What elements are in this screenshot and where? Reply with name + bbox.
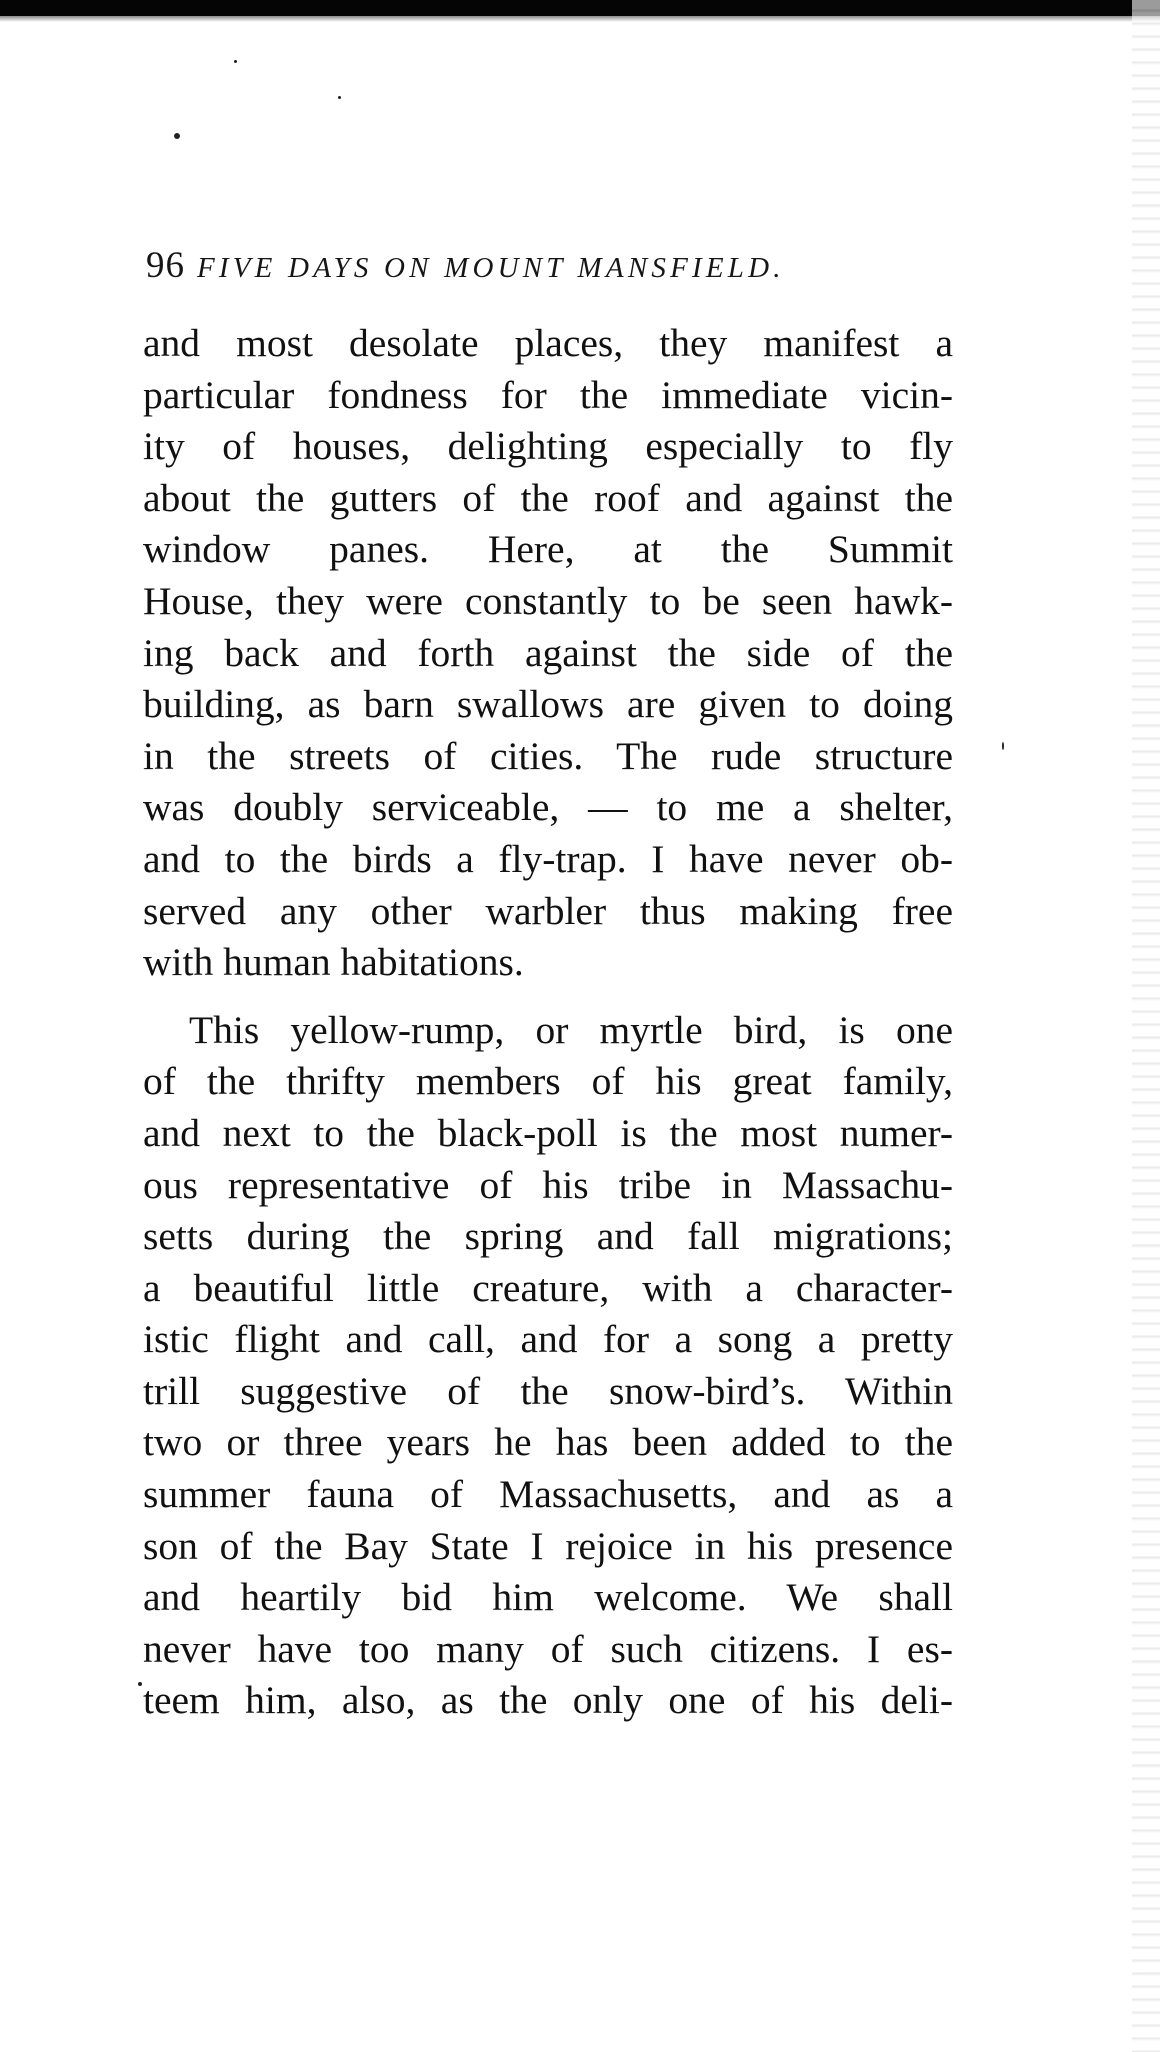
scan-top-edge <box>0 0 1160 16</box>
text-line: summer fauna of Massachusetts, and as a <box>143 1472 953 1517</box>
text-line: House, they were constantly to be seen hawk- <box>143 578 953 623</box>
paragraph <box>143 318 953 989</box>
text-line: and to the birds a fly-trap. I have never ob- <box>143 836 953 881</box>
paragraph-gap <box>143 989 953 1005</box>
text-line: in the streets of cities. The rude structure <box>143 733 953 778</box>
text-line: building, as barn swallows are given to doing <box>143 682 953 727</box>
text-line: istic flight and call, and for a song a pretty <box>143 1317 953 1362</box>
dust-speck <box>234 60 237 63</box>
dust-speck <box>174 133 180 139</box>
text-line: trill suggestive of the snow-bird’s. Within <box>143 1368 953 1413</box>
text-line: of the thrifty members of his great family, <box>143 1059 953 1104</box>
running-title: FIVE DAYS ON MOUNT MANSFIELD. <box>197 252 785 284</box>
text-line: setts during the spring and fall migrations; <box>143 1214 953 1259</box>
text-line: particular fondness for the immediate vicin- <box>143 372 953 417</box>
text-line: was doubly serviceable, — to me a shelter, <box>143 785 953 830</box>
dust-speck <box>138 1682 142 1686</box>
text-line: with human habitations. <box>143 940 524 985</box>
text-line: and most desolate places, they manifest a <box>143 321 953 365</box>
body-text <box>143 318 953 1727</box>
text-line: window panes. Here, at the Summit <box>143 527 953 572</box>
text-line: a beautiful little creature, with a character- <box>143 1265 953 1310</box>
running-header <box>146 244 946 294</box>
paragraph <box>143 1005 953 1727</box>
scan-right-edge <box>1132 0 1160 2052</box>
text-line: and heartily bid him welcome. We shall <box>143 1575 953 1620</box>
text-line: two or three years he has been added to the <box>143 1420 953 1465</box>
text-line: never have too many of such citizens. I es- <box>143 1626 953 1671</box>
text-line: son of the Bay State I rejoice in his presence <box>143 1523 953 1568</box>
text-line: served any other warbler thus making free <box>143 888 953 933</box>
text-line: teem him, also, as the only one of his deli- <box>143 1678 953 1723</box>
text-line: about the gutters of the roof and against the <box>143 475 953 520</box>
text-line: ous representative of his tribe in Massachu- <box>143 1162 953 1207</box>
scan-top-shadow <box>0 16 1160 22</box>
dust-speck <box>1002 742 1004 750</box>
dust-speck <box>338 96 341 99</box>
page-number: 96 <box>146 245 185 286</box>
text-line: ing back and forth against the side of the <box>143 630 953 675</box>
text-line: This yellow-rump, or myrtle bird, is one <box>189 1007 953 1052</box>
text-line: ity of houses, delighting especially to fly <box>143 424 953 469</box>
text-line: and next to the black-poll is the most numer- <box>143 1110 953 1155</box>
